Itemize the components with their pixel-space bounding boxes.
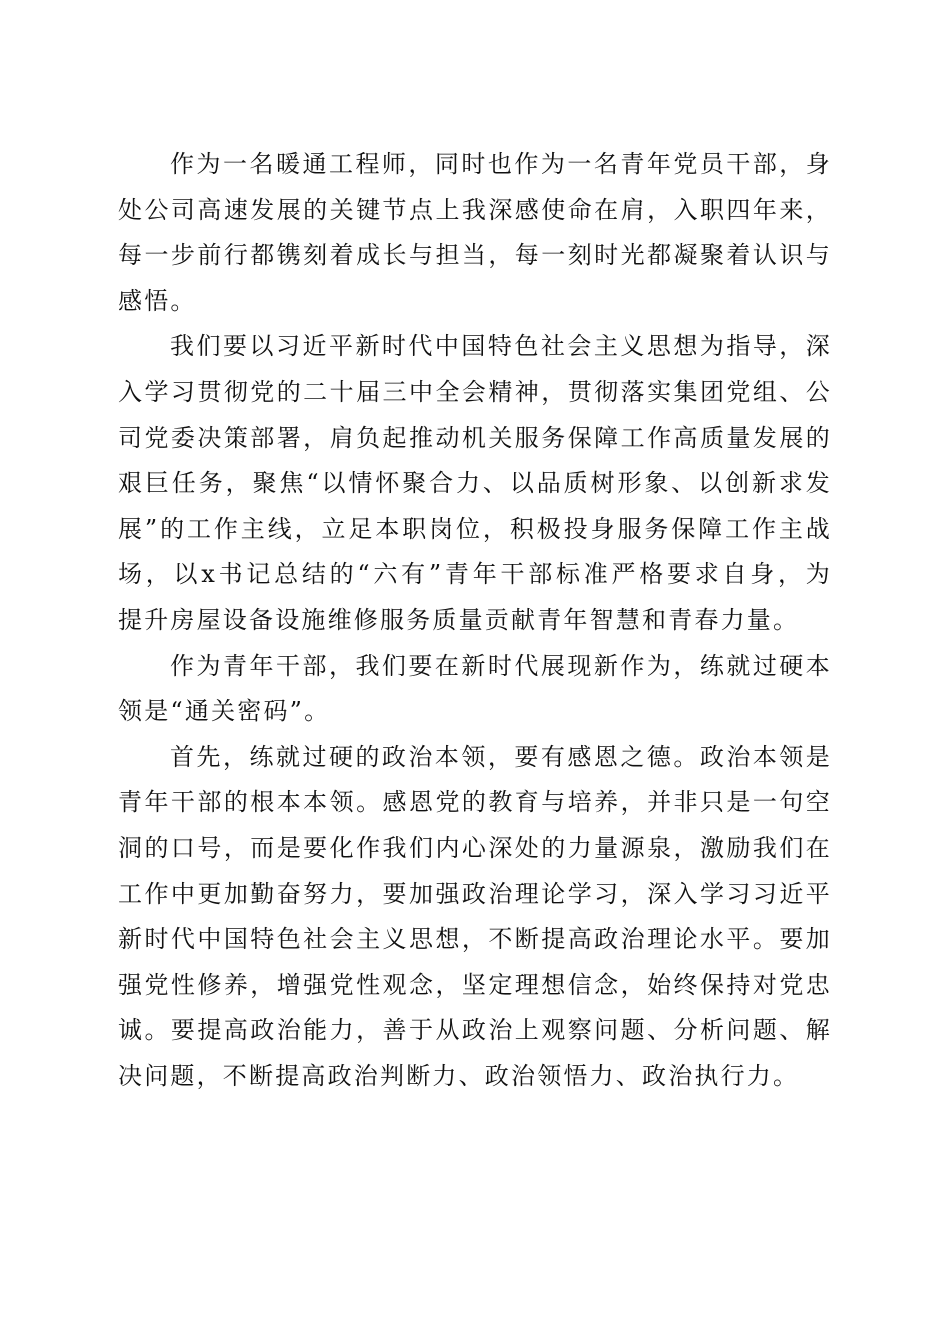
paragraph-line: 感悟。 xyxy=(118,286,197,315)
paragraph-line: 强党性修养，增强党性观念，坚定理想信念，始终保持对党忠 xyxy=(118,970,832,999)
paragraph-2 xyxy=(118,324,832,643)
paragraph-line: 决问题，不断提高政治判断力、政治领悟力、政治执行力。 xyxy=(118,1061,800,1090)
paragraph-line: 司党委决策部署，肩负起推动机关服务保障工作高质量发展的 xyxy=(118,423,832,452)
paragraph-line: 首先，练就过硬的政治本领，要有感恩之德。政治本领是 xyxy=(170,742,832,771)
paragraph-line: 艰巨任务，聚焦“以情怀聚合力、以品质树形象、以创新求发 xyxy=(118,469,832,498)
paragraph-line: 作为青年干部，我们要在新时代展现新作为，练就过硬本 xyxy=(170,651,832,680)
paragraph-line: 青年干部的根本本领。感恩党的教育与培养，并非只是一句空 xyxy=(118,788,832,817)
paragraph-line: 我们要以习近平新时代中国特色社会主义思想为指导，深 xyxy=(170,332,832,361)
paragraph-line: 诚。要提高政治能力，善于从政治上观察问题、分析问题、解 xyxy=(118,1016,832,1045)
paragraph-line: 入学习贯彻党的二十届三中全会精神，贯彻落实集团党组、公 xyxy=(118,377,832,406)
paragraph-line: 领是“通关密码”。 xyxy=(118,697,331,726)
paragraph-line: 洞的口号，而是要化作我们内心深处的力量源泉，激励我们在 xyxy=(118,833,832,862)
paragraph-line: 处公司高速发展的关键节点上我深感使命在肩，入职四年来， xyxy=(118,195,832,224)
paragraph-line: 工作中更加勤奋努力，要加强政治理论学习，深入学习习近平 xyxy=(118,879,832,908)
paragraph-3 xyxy=(118,644,832,735)
paragraph-line: 每一步前行都镌刻着成长与担当，每一刻时光都凝聚着认识与 xyxy=(118,241,832,270)
paragraph-line: 作为一名暖通工程师，同时也作为一名青年党员干部，身 xyxy=(170,150,832,178)
paragraph-line: 展”的工作主线，立足本职岗位，积极投身服务保障工作主战 xyxy=(118,514,832,543)
paragraph-line: 场，以x书记总结的“六有”青年干部标准严格要求自身，为 xyxy=(118,560,832,589)
paragraph-1 xyxy=(118,142,832,324)
document-body xyxy=(118,142,832,1099)
paragraph-line: 提升房屋设备设施维修服务质量贡献青年智慧和青春力量。 xyxy=(118,605,800,634)
paragraph-line: 新时代中国特色社会主义思想，不断提高政治理论水平。要加 xyxy=(118,925,832,954)
paragraph-4 xyxy=(118,735,832,1100)
